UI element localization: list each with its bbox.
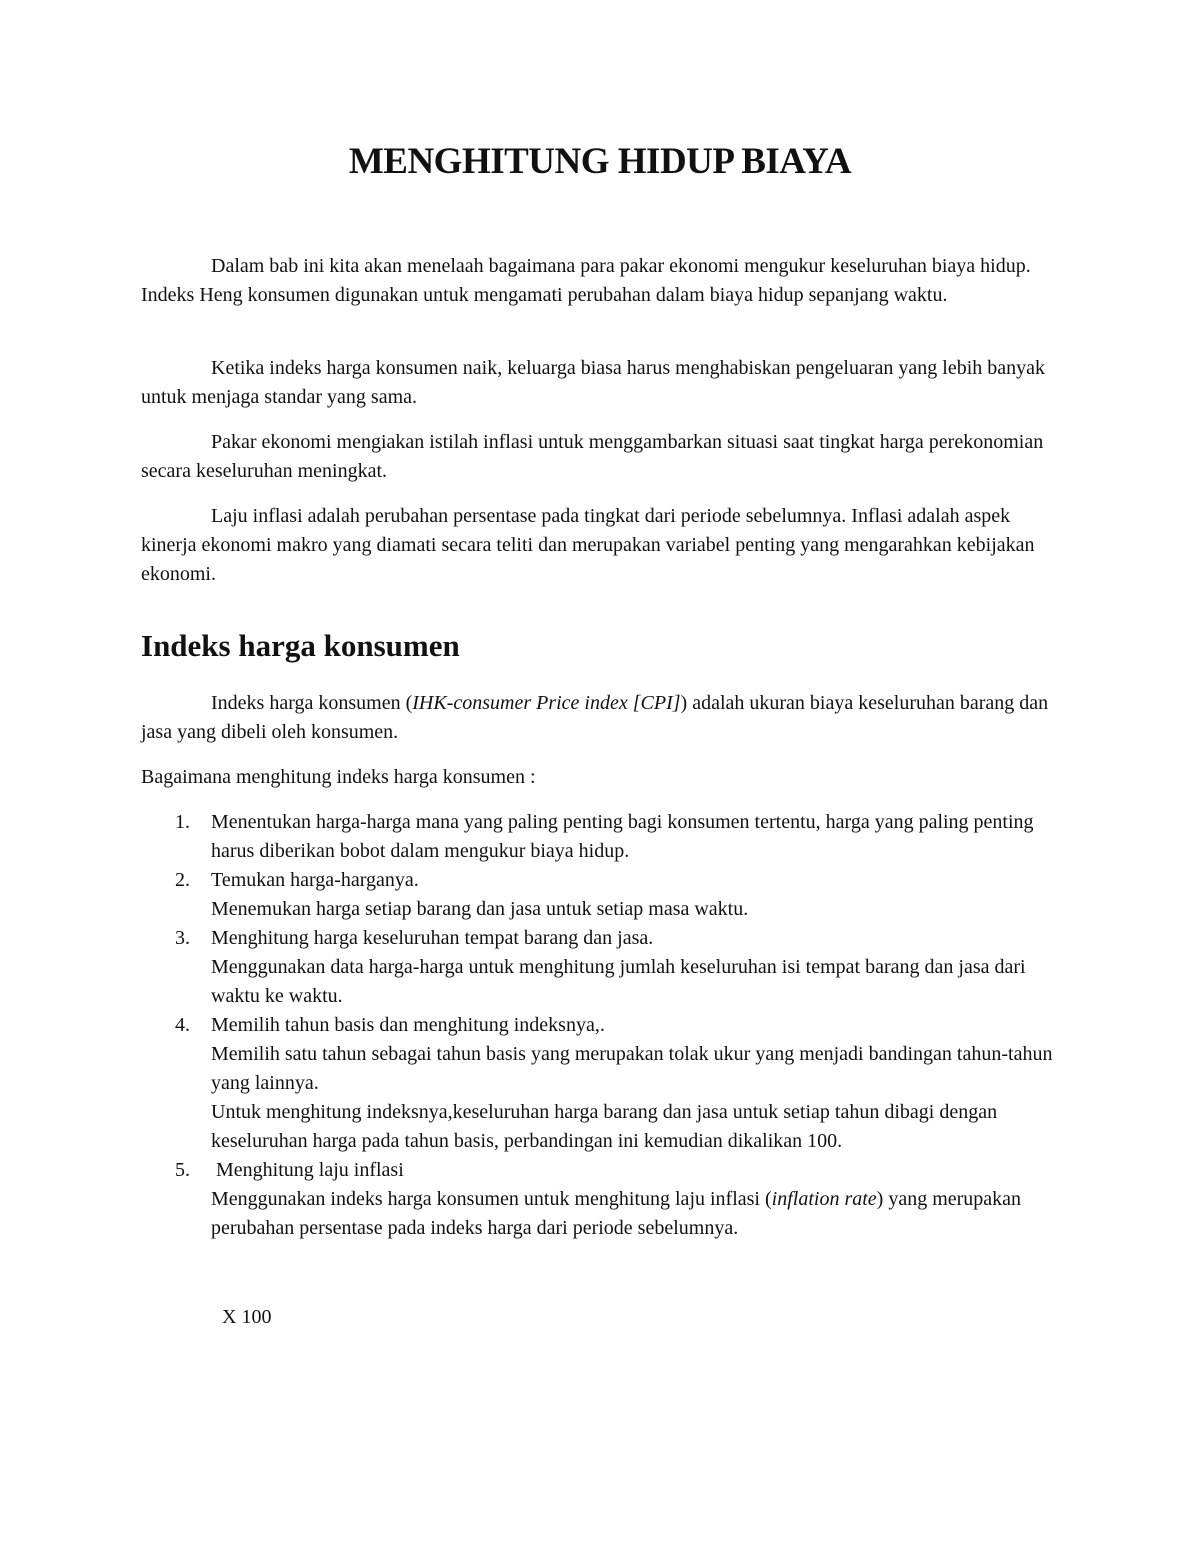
list-item-number: 5. xyxy=(175,1159,190,1181)
formula-multiplier: X 100 xyxy=(222,1306,272,1328)
list-item-line: Memilih satu tahun sebagai tahun basis yang merupakan tolak ukur yang menjadi bandingan tahun-tahun yang lainnya. xyxy=(211,1043,1053,1094)
page-title: MENGHITUNG HIDUP BIAYA xyxy=(348,141,852,182)
list-item-line: Memilih tahun basis dan menghitung indeksnya,. xyxy=(211,1014,605,1036)
list-item-number: 2. xyxy=(175,869,190,891)
list-item-line: Menggunakan data harga-harga untuk menghitung jumlah keseluruhan isi tempat barang dan jasa dari waktu ke waktu. xyxy=(211,956,1026,1007)
list-item-line: Untuk menghitung indeksnya,keseluruhan harga barang dan jasa untuk setiap tahun dibagi dengan keseluruhan harga pada tahun basis, perbandingan ini kemudian dikalikan 100. xyxy=(211,1101,998,1152)
definition-italic-term: IHK-consumer Price index [CPI] xyxy=(412,692,681,714)
list-item-line: Menemukan harga setiap barang dan jasa untuk setiap masa waktu. xyxy=(211,898,749,920)
step5-text-before: Menggunakan indeks harga konsumen untuk menghitung laju inflasi ( xyxy=(211,1188,772,1210)
list-item-line: Menghitung harga keseluruhan tempat barang dan jasa. xyxy=(211,927,654,949)
intro-paragraph-2: Ketika indeks harga konsumen naik, keluarga biasa harus menghabiskan pengeluaran yang lebih banyak untuk menjaga standar yang sama. xyxy=(141,357,1046,408)
list-item xyxy=(141,1156,1066,1243)
intro-paragraph-4: Laju inflasi adalah perubahan persentase pada tingkat dari periode sebelumnya. Inflasi adalah aspek kinerja ekonomi makro yang diamati secara teliti dan merupakan variabel penting yang mengarahkan kebijakan ekonomi. xyxy=(141,505,1035,585)
list-item xyxy=(141,924,1066,1011)
intro-paragraph-3: Pakar ekonomi mengiakan istilah inflasi untuk menggambarkan situasi saat tingkat harga perekonomian secara keseluruhan meningkat. xyxy=(141,431,1044,482)
list-item-number: 4. xyxy=(175,1014,190,1036)
list-item-line: Temukan harga-harganya. xyxy=(211,869,419,891)
steps-list xyxy=(141,808,1066,1243)
list-item-line: Menentukan harga-harga mana yang paling penting bagi konsumen tertentu, harga yang paling penting harus diberikan bobot dalam mengukur biaya hidup. xyxy=(211,811,1034,862)
step5-text-after: ) yang merupakan perubahan persentase pada indeks harga dari periode sebelumnya. xyxy=(211,1188,1022,1239)
step5-italic-term: inflation rate xyxy=(771,1188,877,1210)
list-item xyxy=(141,866,1066,924)
intro-paragraph-1: Dalam bab ini kita akan menelaah bagaimana para pakar ekonomi mengukur keseluruhan biaya hidup. Indeks Heng konsumen digunakan untuk mengamati perubahan dalam biaya hidup sepanjang waktu. xyxy=(141,255,1031,306)
list-item xyxy=(141,1011,1066,1156)
definition-text-after: ) adalah ukuran biaya keseluruhan barang dan jasa yang dibeli oleh konsumen. xyxy=(141,692,1049,743)
list-item-line: Menghitung laju inflasi xyxy=(211,1159,404,1181)
list-item xyxy=(141,808,1066,866)
list-item-number: 1. xyxy=(175,811,190,833)
definition-paragraph xyxy=(141,689,1066,747)
list-item-number: 3. xyxy=(175,927,190,949)
section-heading: Indeks harga konsumen xyxy=(141,628,460,663)
list-intro: Bagaimana menghitung indeks harga konsumen : xyxy=(141,766,536,788)
list-item-line xyxy=(211,1185,1066,1243)
definition-text-before: Indeks harga konsumen ( xyxy=(211,692,413,714)
